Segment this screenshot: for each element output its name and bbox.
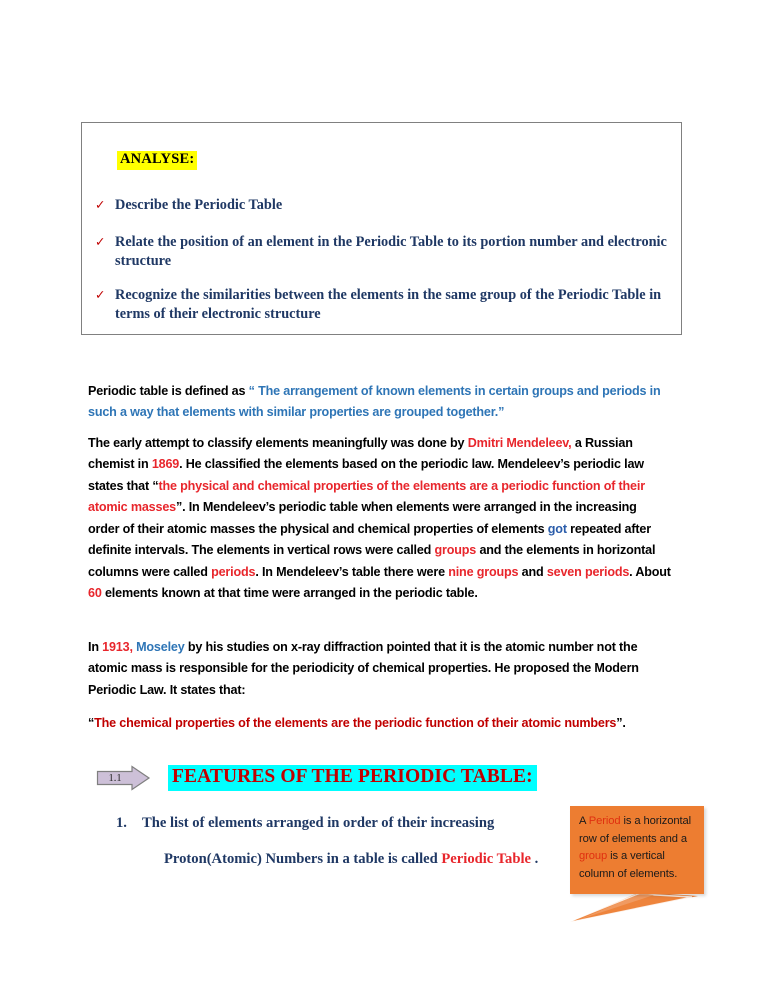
moseley-year: 1913, — [102, 639, 133, 654]
objective-text: Relate the position of an element in the Periodic Table to its portion number and electronic structure — [115, 234, 667, 269]
mendeleev-law: the physical and chemical properties of the elements are a periodic function of their atomic masses — [88, 478, 645, 515]
objective-text: Describe the Periodic Table — [115, 197, 283, 213]
analyse-heading: ANALYSE: — [117, 151, 197, 170]
speech-bubble-icon — [570, 806, 704, 894]
moseley-s1: In — [88, 639, 103, 654]
mendeleev-name: Dmitri Mendeleev, — [467, 435, 572, 450]
mendeleev-s8: and — [518, 564, 547, 579]
objective-item — [94, 233, 667, 271]
mendeleev-s10: elements known at that time were arranged in the periodic table. — [101, 586, 478, 601]
right-arrow-icon — [96, 765, 151, 791]
list-item-line2 — [164, 841, 546, 877]
objectives-box — [81, 122, 682, 335]
section-number: 1.1 — [108, 772, 122, 784]
mendeleev-groups: groups — [434, 543, 477, 558]
callout-term-group: group — [579, 850, 608, 862]
list-item-line2-tail: . — [530, 851, 539, 867]
mendeleev-s6: and the elements in horizontal columns were called — [88, 543, 656, 579]
mendeleev-s3: . He classified the elements based on the periodic law. Mendeleev’s periodic law states that “ — [88, 457, 644, 493]
objective-text: Recognize the similarities between the elements in the same group of the Periodic Table in terms of their electronic structure — [115, 287, 662, 322]
numbered-list — [116, 805, 546, 877]
mendeleev-s5: repeated after definite intervals. The elements in vertical rows were called — [88, 521, 651, 558]
list-marker: 1. — [116, 815, 127, 831]
paragraph-modern-law — [88, 713, 671, 735]
mendeleev-s7: . In Mendeleev’s table there were — [255, 564, 449, 579]
modern-law-close: ”. — [616, 715, 626, 730]
callout-term-period: Period — [588, 815, 621, 827]
paragraph-definition — [88, 381, 671, 424]
callout-s2: is a horizontal row of elements and a — [579, 815, 692, 845]
mendeleev-periods: periods — [211, 564, 256, 579]
list-item-term: Periodic Table — [441, 851, 531, 867]
check-icon: ✓ — [95, 197, 106, 212]
section-title: FEATURES OF THE PERIODIC TABLE: — [168, 765, 537, 790]
mendeleev-s1: The early attempt to classify elements meaningfully was done by — [88, 435, 468, 450]
modern-law-text: The chemical properties of the elements are the periodic function of their atomic numbers — [94, 715, 617, 730]
callout-s3: is a vertical column of elements. — [579, 850, 678, 880]
mendeleev-year: 1869 — [151, 457, 180, 472]
definition-quote: “ The arrangement of known elements in certain groups and periods in such a way that elements with similar properties are grouped together.” — [88, 383, 661, 420]
mendeleev-s4: ”. In Mendeleev’s periodic table when elements were arranged in the increasing order of their atomic masses the physical and chemical properties of elements — [88, 500, 637, 536]
paragraph-mendeleev — [88, 433, 671, 605]
mendeleev-nine-groups: nine groups — [448, 564, 519, 579]
list-item-line2-lead: Proton(Atomic) Numbers in a table is called — [164, 851, 442, 867]
check-icon: ✓ — [95, 287, 106, 302]
paragraph-moseley — [88, 637, 671, 702]
mendeleev-seven-periods: seven periods — [546, 564, 630, 579]
mendeleev-s9: . About — [629, 564, 671, 579]
check-icon: ✓ — [95, 234, 106, 249]
objective-item — [94, 196, 667, 215]
moseley-name: Moseley — [136, 639, 185, 654]
definition-lead: Periodic table is defined as — [88, 383, 249, 398]
mendeleev-got: got — [547, 521, 567, 536]
mendeleev-s2: a Russian chemist in — [88, 435, 633, 472]
list-item-line1: The list of elements arranged in order of their increasing — [142, 815, 495, 831]
callout-text — [570, 806, 704, 894]
objective-item — [94, 286, 667, 324]
mendeleev-sixty: 60 — [88, 586, 102, 601]
callout-s1: A — [579, 815, 589, 827]
section-heading — [96, 762, 537, 794]
moseley-s3: by his studies on x-ray diffraction pointed that it is the atomic number not the atomic mass is responsible for the periodicity of chemical properties. He proposed the Modern Periodic Law. It states that: — [88, 639, 639, 697]
modern-law-open: “ — [88, 715, 95, 730]
list-item — [116, 805, 546, 877]
